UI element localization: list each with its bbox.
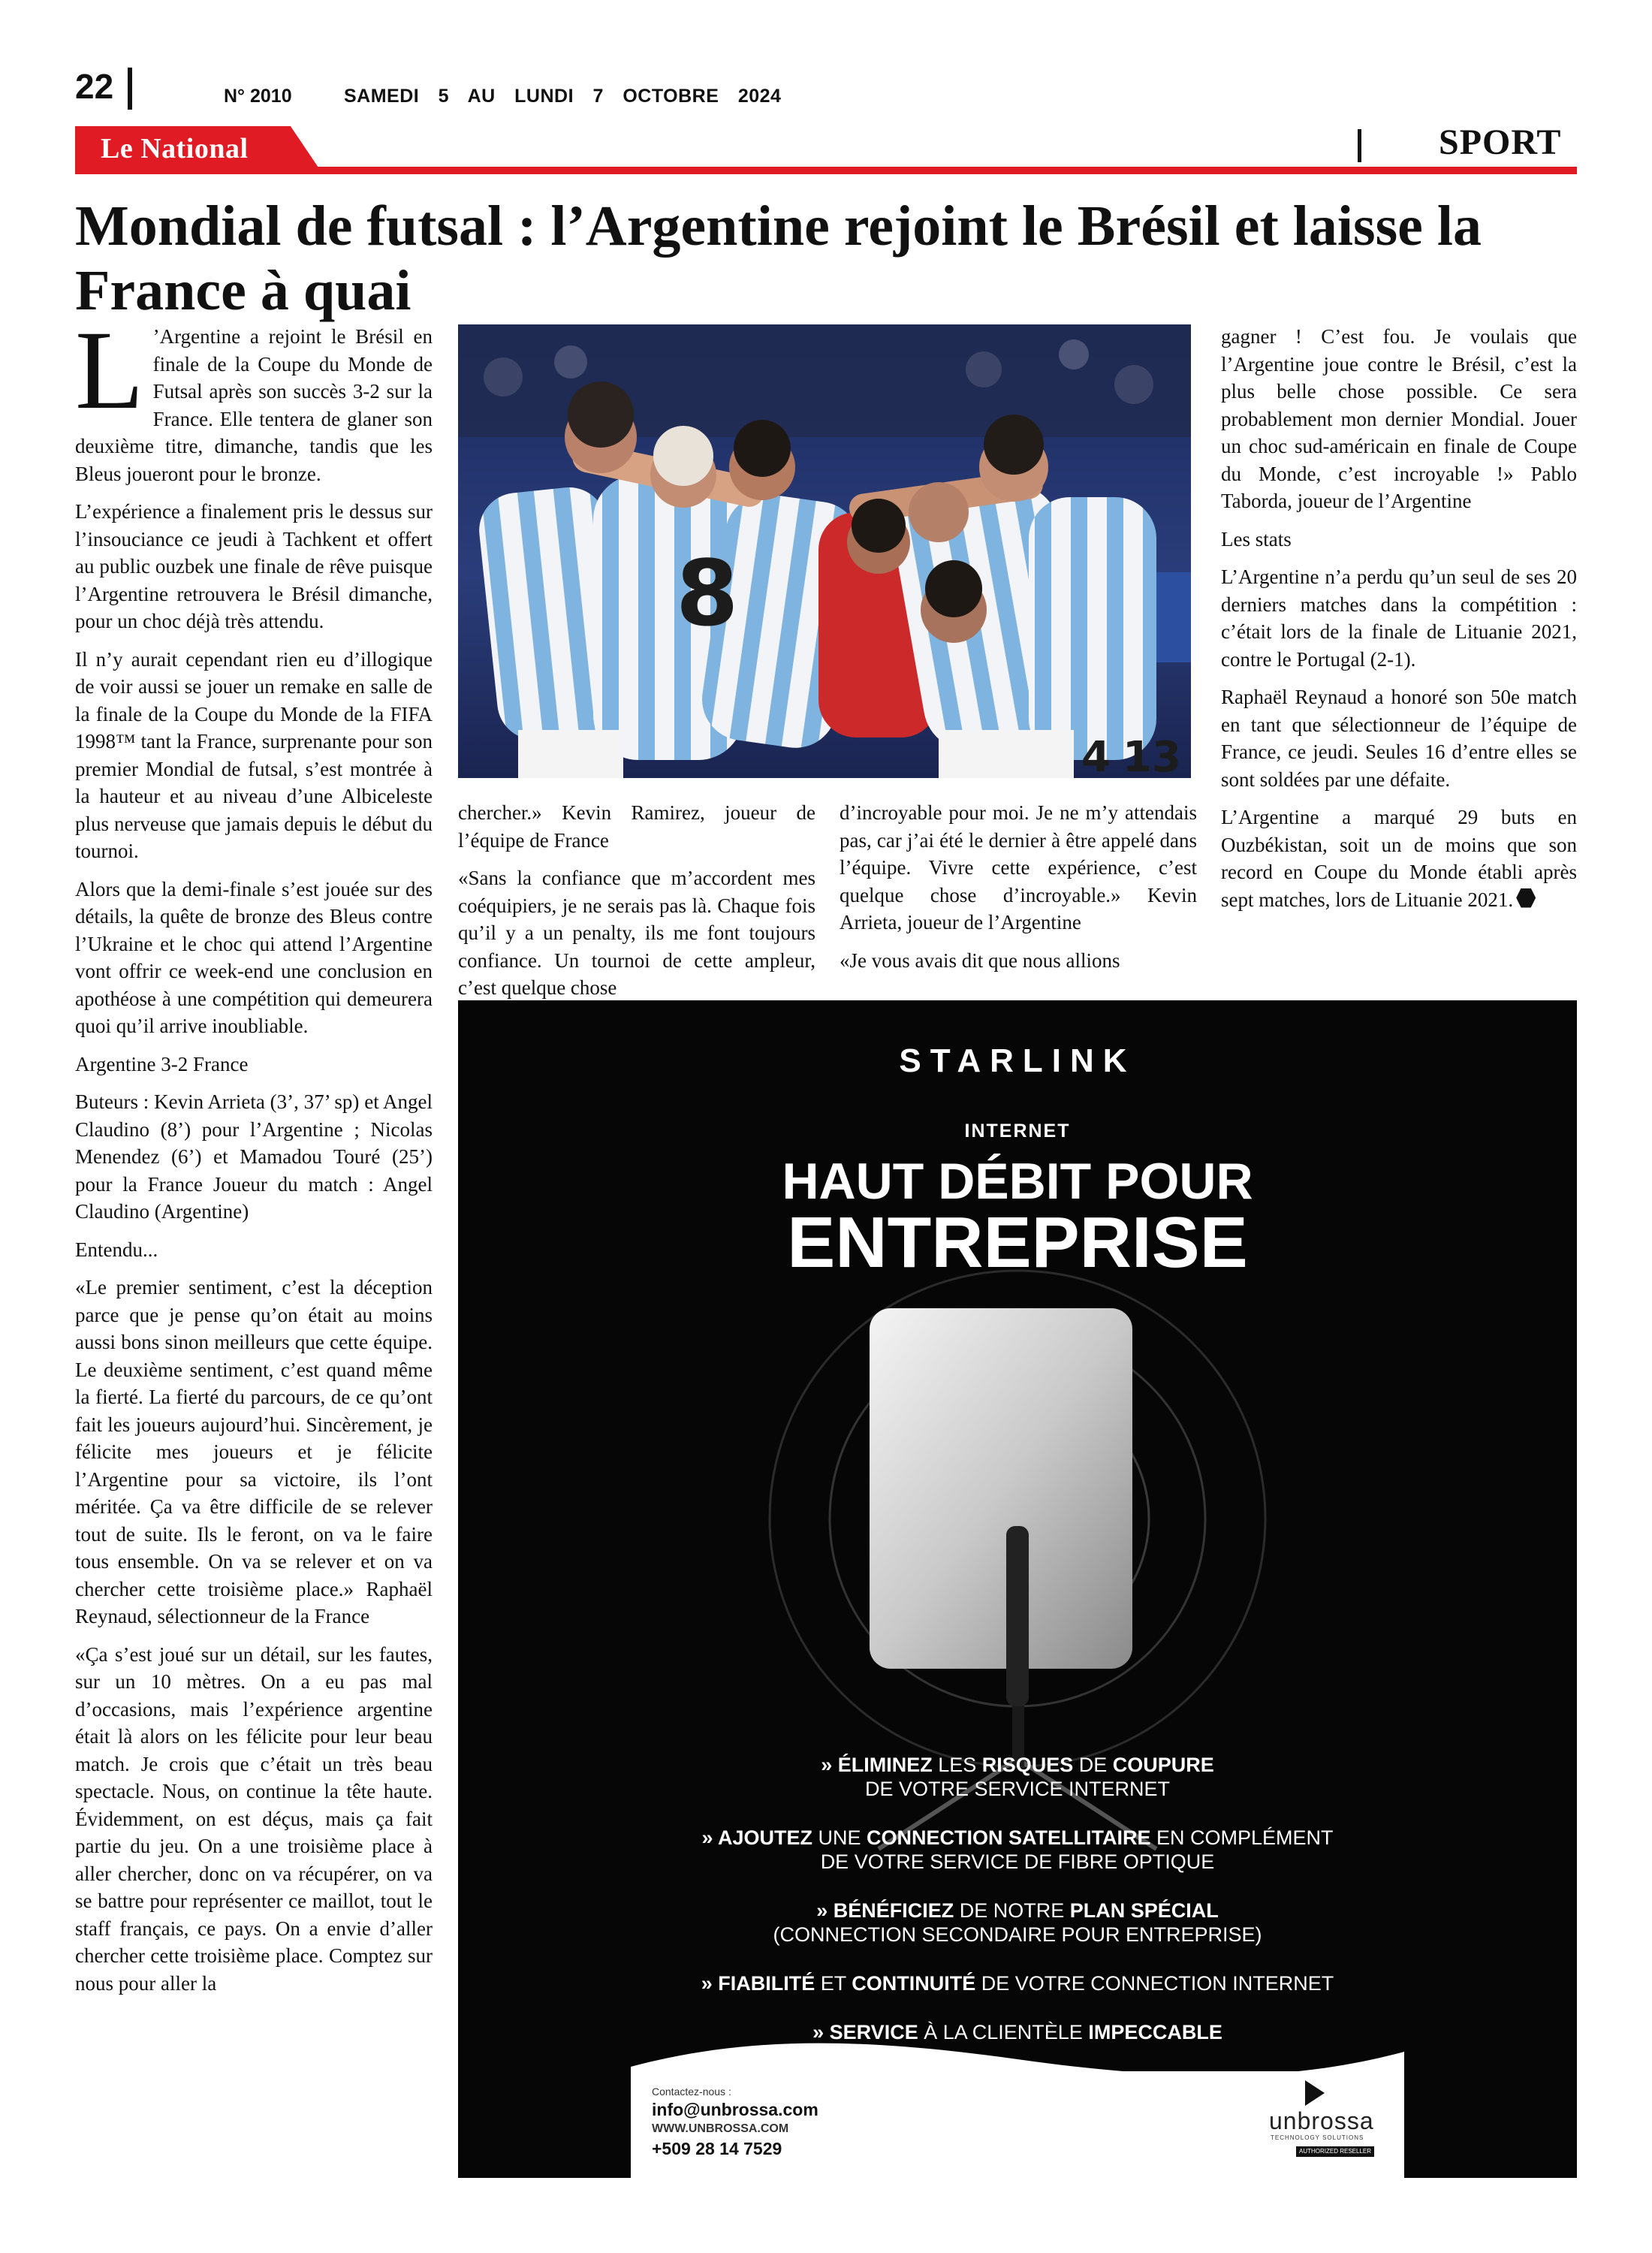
ad-website[interactable]: WWW.UNBROSSA.COM [652,2122,789,2135]
ad-brand: STARLINK [899,1042,1136,1079]
partner-logo: unbrossa [1269,2107,1374,2134]
section-label: SPORT [1439,122,1562,162]
quote-taborda: «Je vous avais dit que nous allions [840,949,1120,972]
ad-benefit-item: » SERVICE À LA CLIENTÈLE IMPECCABLE [812,2021,1222,2043]
article-column-3 [840,799,1197,985]
quote-reynaud: «Le premier sentiment, c’est la déception parce que je pense qu’on était au moins aussi bons sinon meilleurs que cette équipe. Le deuxième sentiment, c’est quand même la fierté. La fierté du parcours, de ce qu’ont fait les joueurs aujourd’hui. Sincèrement, je félicite mes joueurs et je félicite l’Argentine pour sa victoire, ils l’ont méritée. Ça va être difficile de se relever tout de suite. Ils le feront, on va le faire tous ensemble. On va se relever et on va chercher cette troisième place.» Raphaël Reynaud, sélectionneur de la France [75,1276,433,1627]
ad-benefit-item: » ÉLIMINEZ LES RISQUES DE COUPURE DE VOTRE SERVICE INTERNET [821,1754,1214,1800]
ad-kicker: INTERNET [964,1120,1071,1142]
subheading-stats: Les stats [1221,527,1292,550]
stat-paragraph: L’Argentine n’a perdu qu’un seul de ses 20 derniers matches dans la compétition : c’était lors de la finale de Lituanie 2021, contre le Portugal (2-1). [1221,566,1577,671]
ad-headline-line-2: ENTREPRISE [787,1202,1248,1283]
ad-headline-line-1: HAUT DÉBIT POUR [782,1153,1253,1210]
header-rule [75,167,1577,174]
team-celebration-photo [458,324,1191,778]
paragraph: Il n’y aurait cependant rien eu d’illogique de voir aussi se jouer un remake en salle de la finale de la Coupe du Monde de la FIFA 1998™ tant la France, surprenante pour son premier Mondial de futsal, s’est montrée à la hauteur et au niveau d’une Albiceleste plus nerveuse que jamais depuis le début du tournoi. [75,647,433,862]
newspaper-brand: Le National [101,133,249,164]
jersey-number: 4 [1081,733,1111,778]
article-headline: Mondial de futsal : l’Argentine rejoint le Brésil et laisse la France à quai [75,195,1482,322]
jersey-number: 13 [1123,733,1181,778]
page-number-separator [128,68,132,110]
score-line: Argentine 3-2 France [75,1052,249,1075]
scorers-paragraph: Buteurs : Kevin Arrieta (3’, 37’ sp) et Angel Claudino (8’) pour l’Argentine ; Nicolas Menendez (6’) et Mamadou Touré (25’) pour la France Joueur du match : Angel Claudino (Argentine) [75,1090,433,1223]
article-column-4 [1221,323,1577,924]
ad-benefit-item: » AJOUTEZ UNE CONNECTION SATELLITAIRE EN COMPLÉMENT DE VOTRE SERVICE DE FIBRE OPTIQUE [701,1826,1334,1873]
issue-number: N° 2010 [224,86,292,107]
ad-contact-label: Contactez-nous : [652,2086,731,2098]
partner-tagline: TECHNOLOGY SOLUTIONS [1271,2134,1364,2141]
page-number: 22 [75,67,114,106]
ad-benefit-item: » FIABILITÉ ET CONTINUITÉ DE VOTRE CONNECTION INTERNET [701,1972,1334,1995]
paragraph: gagner ! C’est fou. Je voulais que l’Argentine joue contre le Brésil, c’est la plus belle chose possible. Ce sera probablement mon dernier Mondial. Jouer un choc sud-américain en finale de Coupe du Monde, c’est incroyable !» Pablo Taborda, joueur de l’Argentine [1221,325,1577,512]
ad-benefits-list [458,1753,1577,2069]
jersey-number: 8 [676,542,739,647]
paragraph: L’expérience a finalement pris le dessus sur l’insouciance ce jeudi à Tachkent et offert au public ouzbek une finale de rêve puisque l’Argentine retrouvera le Brésil dimanche, pour un choc déjà très attendu. [75,500,433,632]
issue-date: SAMEDI 5 AU LUNDI 7 OCTOBRE 2024 [344,86,782,107]
paragraph: d’incroyable pour moi. Je ne m’y attendais pas, car j’ai été le dernier à être appelé dans l’équipe. Vivre cette expérience, c’est quelque chose d’incroyable.» Kevin Arrieta, joueur de l’Argentine [840,801,1197,933]
section-separator [1358,129,1361,162]
stat-paragraph: Raphaël Reynaud a honoré son 50e match en tant que sélectionneur de l’équipe de France, ce jeudi. Seules 16 d’entre elles se sont soldées par une défaite. [1221,686,1577,791]
end-of-article-icon [1516,888,1536,908]
play-logo-icon [1302,2079,1328,2107]
quote-arrieta: «Sans la confiance que m’accordent mes coéquipiers, je ne serais pas là. Chaque fois qu’il y a un penalty, ils me font toujours confiance. Un tournoi de cette ampleur, c’est quelque chose [458,867,815,999]
authorized-reseller-badge: AUTHORIZED RESELLER [1296,2146,1374,2157]
paragraph: chercher.» Kevin Ramirez, joueur de l’équipe de France [458,801,815,852]
subheading-entendu: Entendu... [75,1238,158,1261]
dropcap: L [75,308,144,433]
ad-email[interactable]: info@unbrossa.com [652,2100,818,2119]
paragraph: Alors que la demi-finale s’est jouée sur des détails, la quête de bronze des Bleus contre l’Ukraine et le choc qui attend l’Argentine vont offrir ce week-end une conclusion en apothéose à une compétition qui demeurera quoi qu’il arrive inoubliable. [75,877,433,1037]
ad-phone: +509 28 14 7529 [652,2139,782,2158]
stat-paragraph: L’Argentine a marqué 29 buts en Ouzbékistan, soit un de moins que son record en Coupe du Monde établi après sept matches, lors de Lituanie 2021. [1221,806,1577,911]
ad-benefit-item: » BÉNÉFICIEZ DE NOTRE PLAN SPÉCIAL (CONNECTION SECONDAIRE POUR ENTREPRISE) [773,1899,1262,1946]
article-column-1 [75,308,433,2007]
article-column-2 [458,799,815,1012]
lead-paragraph: L ’Argentine a rejoint le Brésil en finale de la Coupe du Monde de Futsal après son succès 3-2 sur la France. Elle tentera de glaner son deuxième titre, dimanche, tandis que les Bleus joueront pour le bronze. [75,308,433,485]
starlink-advertisement [458,1000,1577,2178]
quote-ramirez: «Ça s’est joué sur un détail, sur les fautes, sur un 10 mètres. On a eu pas mal d’occasions, mais l’expérience argentine était là alors on les félicite pour leur beau match. Je crois que c’était un très beau spectacle. Nous, on continue la tête haute. Évidemment, on est déçus, mais ça fait partie du jeu. On a une troisième place à aller chercher, donc on va récupérer, on va se battre pour représenter ce maillot, tout le staff français, ce pays. On a envie d’aller chercher cette troisième place. Comptez sur nous pour aller la [75,1642,433,1995]
